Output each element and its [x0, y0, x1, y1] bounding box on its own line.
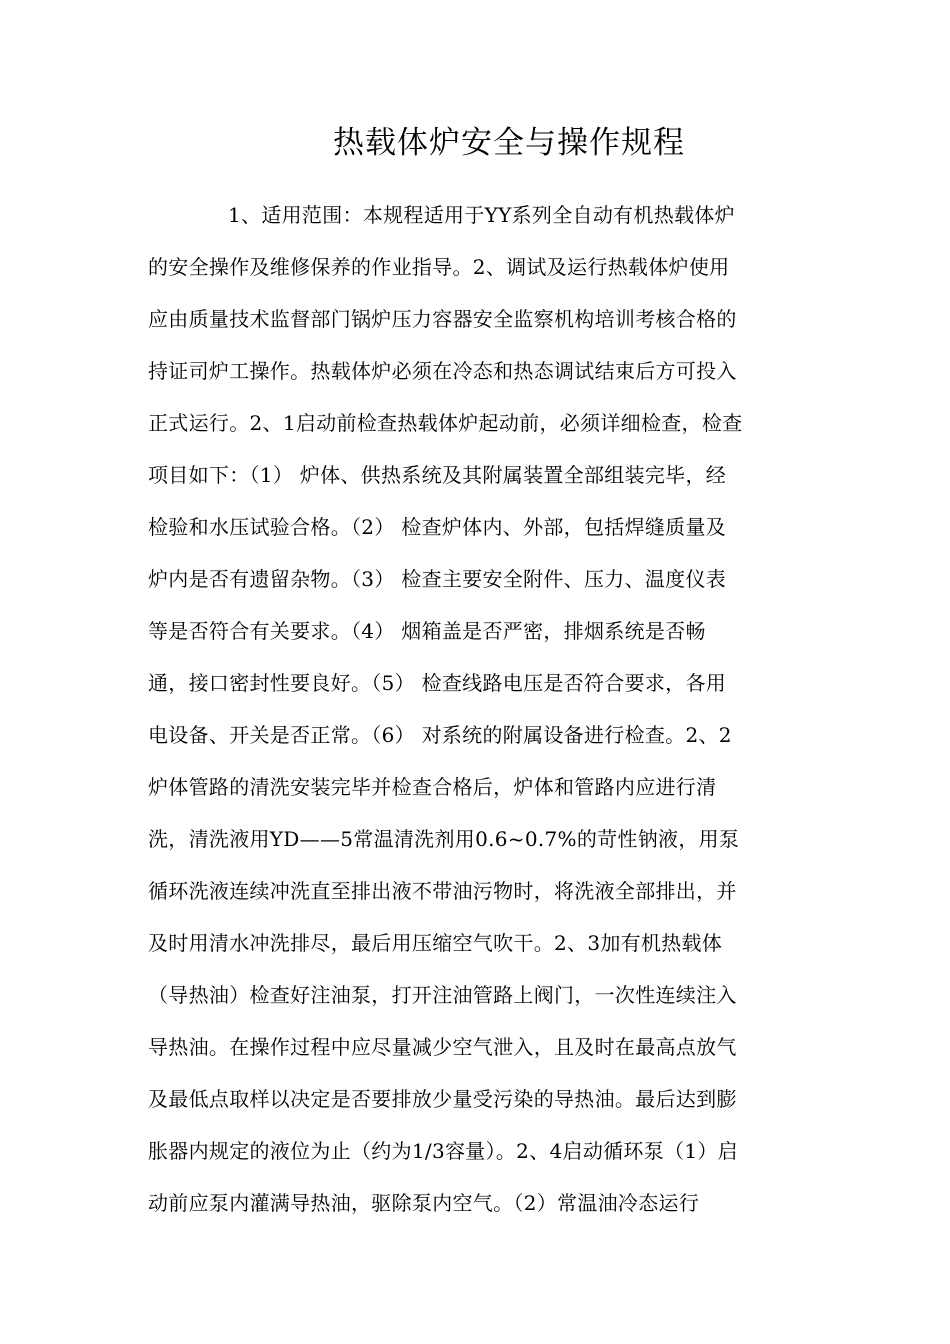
- body-line: 炉体管路的清洗安装完毕并检查合格后，炉体和管路内应进行清: [148, 775, 717, 799]
- body-line: 炉内是否有遗留杂物。（3） 检查主要安全附件、压力、温度仪表: [148, 567, 727, 591]
- body-line: 循环洗液连续冲洗直至排出液不带油污物时，将洗液全部排出，并: [148, 879, 737, 903]
- body-line: 洗，清洗液用YD——5常温清洗剂用0.6~0.7%的苛性钠液，用泵: [148, 827, 740, 851]
- body-line: 导热油。在操作过程中应尽量减少空气泄入，且及时在最高点放气: [148, 1035, 737, 1059]
- document-title: 热载体炉安全与操作规程: [333, 125, 685, 161]
- body-line: 正式运行。2、1启动前检查热载体炉起动前，必须详细检查，检查: [148, 411, 743, 435]
- body-line: 胀器内规定的液位为止（约为1/3容量）。2、4启动循环泵（1）启: [148, 1139, 738, 1163]
- body-line: 动前应泵内灌满导热油，驱除泵内空气。（2）常温油冷态运行: [148, 1191, 700, 1215]
- body-line: 的安全操作及维修保养的作业指导。2、调试及运行热载体炉使用: [148, 255, 730, 279]
- body-line: 持证司炉工操作。热载体炉必须在冷态和热态调试结束后方可投入: [148, 359, 737, 383]
- body-line: 及时用清水冲洗排尽，最后用压缩空气吹干。2、3加有机热载体: [148, 931, 723, 955]
- body-line: （导热油）检查好注油泵，打开注油管路上阀门，一次性连续注入: [148, 983, 737, 1007]
- body-line: 及最低点取样以决定是否要排放少量受污染的导热油。最后达到膨: [148, 1087, 737, 1111]
- document-body: [148, 196, 838, 1236]
- body-line: 等是否符合有关要求。（4） 烟箱盖是否严密，排烟系统是否畅: [148, 619, 706, 643]
- body-line: 应由质量技术监督部门锅炉压力容器安全监察机构培训考核合格的: [148, 307, 737, 331]
- body-line: 1、适用范围：本规程适用于YY系列全自动有机热载体炉: [228, 203, 735, 227]
- body-line: 电设备、开关是否正常。（6） 对系统的附属设备进行检查。2、2: [148, 723, 732, 747]
- body-line: 项目如下：（1） 炉体、供热系统及其附属装置全部组装完毕，经: [148, 463, 727, 487]
- body-line: 检验和水压试验合格。（2） 检查炉体内、外部，包括焊缝质量及: [148, 515, 727, 539]
- body-line: 通，接口密封性要良好。（5） 检查线路电压是否符合要求，各用: [148, 671, 727, 695]
